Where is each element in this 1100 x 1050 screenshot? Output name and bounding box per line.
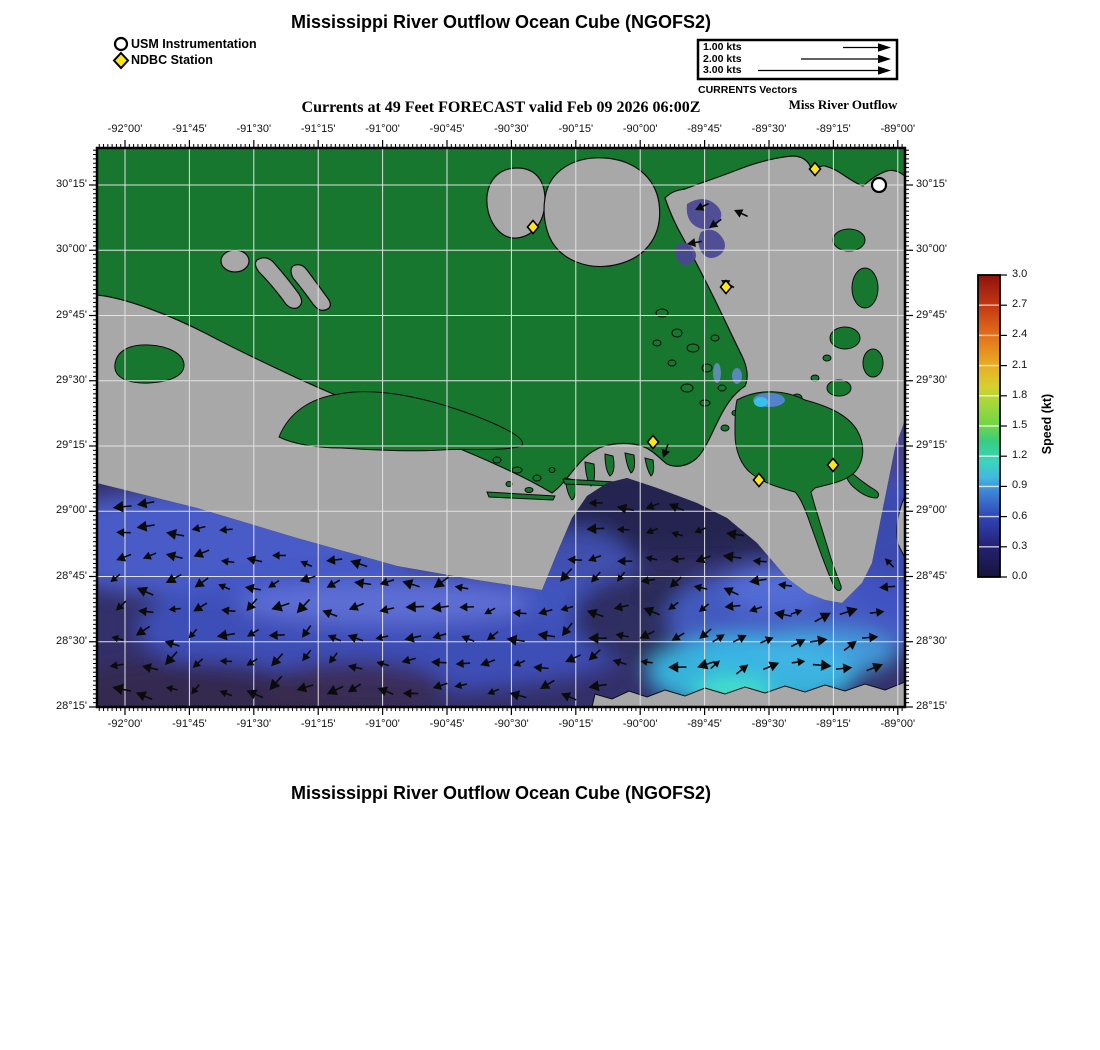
axis-tick-label: 0.6 — [1012, 509, 1028, 522]
axis-tick-label: -89°15' — [816, 123, 851, 135]
axis-tick-label: 0.0 — [1012, 570, 1028, 582]
axis-tick-label: 2.00 kts — [703, 52, 742, 65]
usm-legend-marker-icon — [115, 38, 127, 50]
axis-tick-label: -92°00' — [107, 718, 143, 730]
vector-scale-caption: CURRENTS Vectors — [698, 84, 798, 96]
axis-tick-label: 30°15' — [56, 178, 87, 190]
axis-tick-label: -91°15' — [300, 718, 336, 730]
axis-tick-label: 30°00' — [916, 243, 947, 256]
axis-tick-label: 1.00 kts — [703, 41, 742, 53]
axis-tick-label: -90°45' — [429, 123, 465, 135]
forecast-subtitle: Currents at 49 Feet FORECAST valid Feb 09 2026 06:00Z — [301, 99, 701, 116]
axis-tick-label: 1.5 — [1012, 419, 1028, 431]
axis-tick-label: -90°15' — [558, 123, 594, 135]
axis-tick-label: 28°30' — [916, 634, 947, 647]
axis-tick-label: -90°30' — [494, 123, 529, 135]
axis-tick-label: -90°30' — [494, 718, 529, 730]
footer-title: Mississippi River Outflow Ocean Cube (NGOFS2) — [290, 783, 712, 803]
ndbc-legend-marker-icon — [114, 53, 128, 68]
axis-tick-label: -90°00' — [622, 718, 658, 730]
axis-tick-label: -91°45' — [172, 123, 207, 135]
axis-tick-label: -91°15' — [300, 123, 336, 135]
colorbar-title: Speed (kt) — [1040, 393, 1054, 455]
axis-tick-label: 29°45' — [916, 308, 947, 321]
axis-tick-label: 29°45' — [56, 308, 87, 321]
axis-tick-label: 30°00' — [56, 243, 87, 256]
axis-tick-label: 29°15' — [916, 439, 947, 451]
axis-tick-label: -89°30' — [751, 123, 787, 135]
axis-tick-label: 1.2 — [1012, 449, 1028, 462]
axis-tick-label: 29°00' — [916, 504, 947, 517]
axis-tick-label: -89°15' — [816, 718, 851, 730]
axis-tick-label: -91°00' — [365, 718, 400, 730]
axis-tick-label: -89°45' — [687, 718, 722, 730]
axis-tick-label: -90°15' — [558, 718, 594, 730]
axis-tick-label: -90°45' — [429, 718, 465, 730]
axis-tick-label: -89°30' — [751, 718, 787, 730]
usm-legend-label: USM Instrumentation — [131, 37, 257, 51]
axis-tick-label: 2.4 — [1012, 328, 1028, 341]
axis-tick-label: 1.8 — [1012, 388, 1028, 401]
axis-tick-label: 30°15' — [916, 178, 947, 190]
page-title: Mississippi River Outflow Ocean Cube (NGOFS2) — [290, 12, 712, 32]
axis-tick-label: 0.9 — [1012, 479, 1028, 492]
axis-tick-label: -89°45' — [687, 123, 722, 135]
axis-tick-label: -89°00' — [880, 718, 916, 730]
axis-tick-label: 29°15' — [56, 439, 87, 451]
region-label: Miss River Outflow — [788, 97, 898, 112]
axis-tick-label: 3.00 kts — [703, 64, 742, 76]
axis-tick-label: 28°15' — [916, 700, 947, 712]
ndbc-legend-label: NDBC Station — [131, 53, 213, 67]
axis-tick-label: 28°30' — [56, 634, 87, 647]
axis-tick-label: 29°30' — [56, 373, 87, 386]
axis-tick-label: 3.0 — [1012, 268, 1028, 280]
axis-tick-label: 28°15' — [56, 700, 87, 712]
axis-tick-label: -91°45' — [172, 718, 207, 730]
axis-tick-label: -91°30' — [236, 718, 272, 730]
axis-tick-label: -91°00' — [365, 123, 400, 135]
axis-tick-label: -89°00' — [880, 123, 916, 135]
axis-tick-label: 28°45' — [916, 569, 947, 582]
axis-tick-label: -90°00' — [622, 123, 658, 135]
axis-tick-label: 29°00' — [56, 504, 87, 517]
axis-tick-label: 0.3 — [1012, 539, 1028, 552]
axis-tick-label: 29°30' — [916, 373, 947, 386]
axis-tick-label: -92°00' — [107, 123, 143, 135]
map-area — [17, 148, 957, 731]
axis-tick-label: -91°30' — [236, 123, 272, 135]
usm-station-marker — [872, 178, 886, 192]
axis-tick-label: 28°45' — [56, 569, 87, 582]
axis-tick-label: 2.1 — [1012, 358, 1028, 371]
axis-tick-label: 2.7 — [1012, 298, 1028, 311]
